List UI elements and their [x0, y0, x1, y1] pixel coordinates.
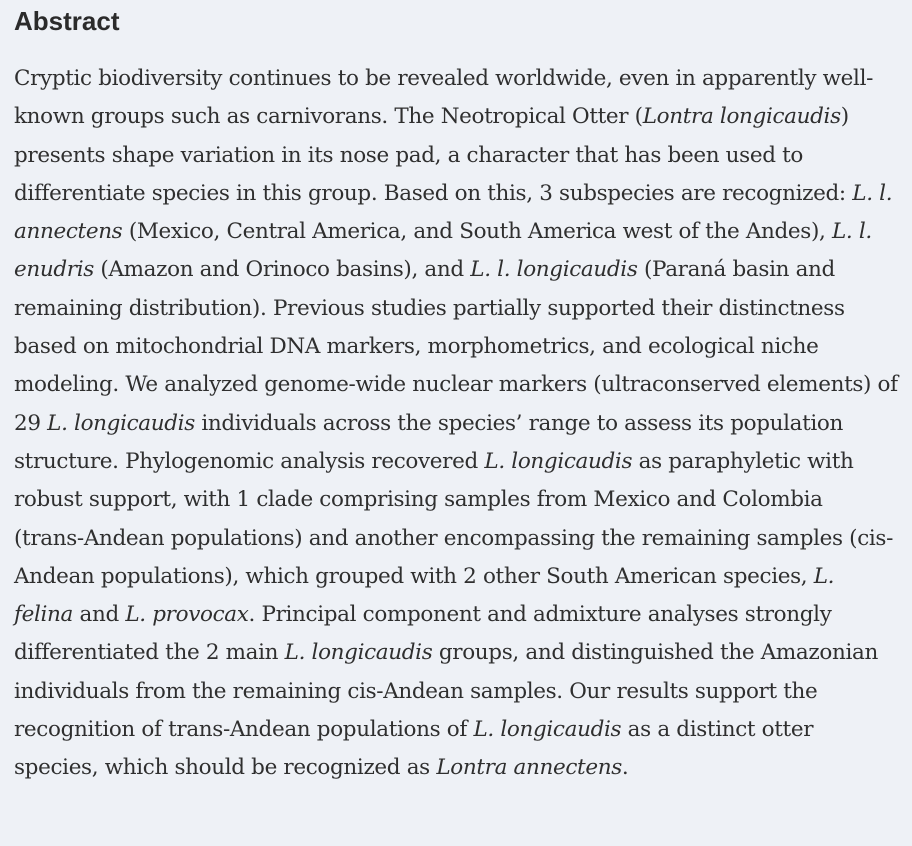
abstract-heading: Abstract — [14, 6, 120, 36]
text-run: as paraphyletic with robust support, with 1 clade comprising samples from Mexico and Colombia (trans-Andean populations) and another encompassing the remaining samples (cis-Andean populations), which grouped with 2 other South American species, — [14, 448, 894, 589]
text-run: ) presents shape variation in its nose pad, a character that has been used to differentiate species in this group. Based on this, 3 subspecies are recognized: — [14, 104, 853, 206]
species-name: L. longicaudis — [47, 410, 195, 436]
text-run: . — [621, 755, 629, 781]
text-run: (Mexico, Central America, and South America west of the Andes), — [122, 219, 832, 245]
species-name: Lontra longicaudis — [642, 104, 841, 130]
abstract-paragraph — [14, 60, 898, 788]
text-run: . Principal component and admixture analyses strongly differentiated the 2 main — [14, 602, 832, 666]
text-run: as a distinct otter species, which should be recognized as — [14, 717, 814, 781]
species-name: L. l. annectens — [14, 180, 893, 245]
species-name: L. provocax — [125, 602, 249, 628]
text-run: (Paraná basin and remaining distribution). Previous studies partially supported their distinctness based on mitochondrial DNA markers, morphometrics, and ecological niche modeling. We analyzed genome-wide nuclear markers (ultraconserved elements) of 29 — [14, 257, 898, 436]
species-name: L. longicaudis — [473, 717, 622, 743]
species-name: Lontra annectens — [436, 755, 622, 781]
species-name: L. longicaudis — [284, 640, 433, 666]
species-name: L. felina — [14, 563, 835, 628]
species-name: L. longicaudis — [484, 448, 633, 474]
text-run: Cryptic biodiversity continues to be revealed worldwide, even in apparently well-known groups such as carnivorans. The Neotropical Otter ( — [14, 66, 874, 130]
species-name: L. l. longicaudis — [470, 257, 638, 283]
text-run: individuals across the species’ range to assess its population structure. Phylogenomic analysis recovered — [14, 410, 844, 474]
species-name: L. l. enudris — [14, 219, 872, 283]
text-run: groups, and distinguished the Amazonian individuals from the remaining cis-Andean samples. Our results support the recognition of trans-Andean populations of — [14, 640, 878, 743]
text-run: (Amazon and Orinoco basins), and — [93, 257, 471, 283]
text-run: and — [73, 602, 126, 628]
